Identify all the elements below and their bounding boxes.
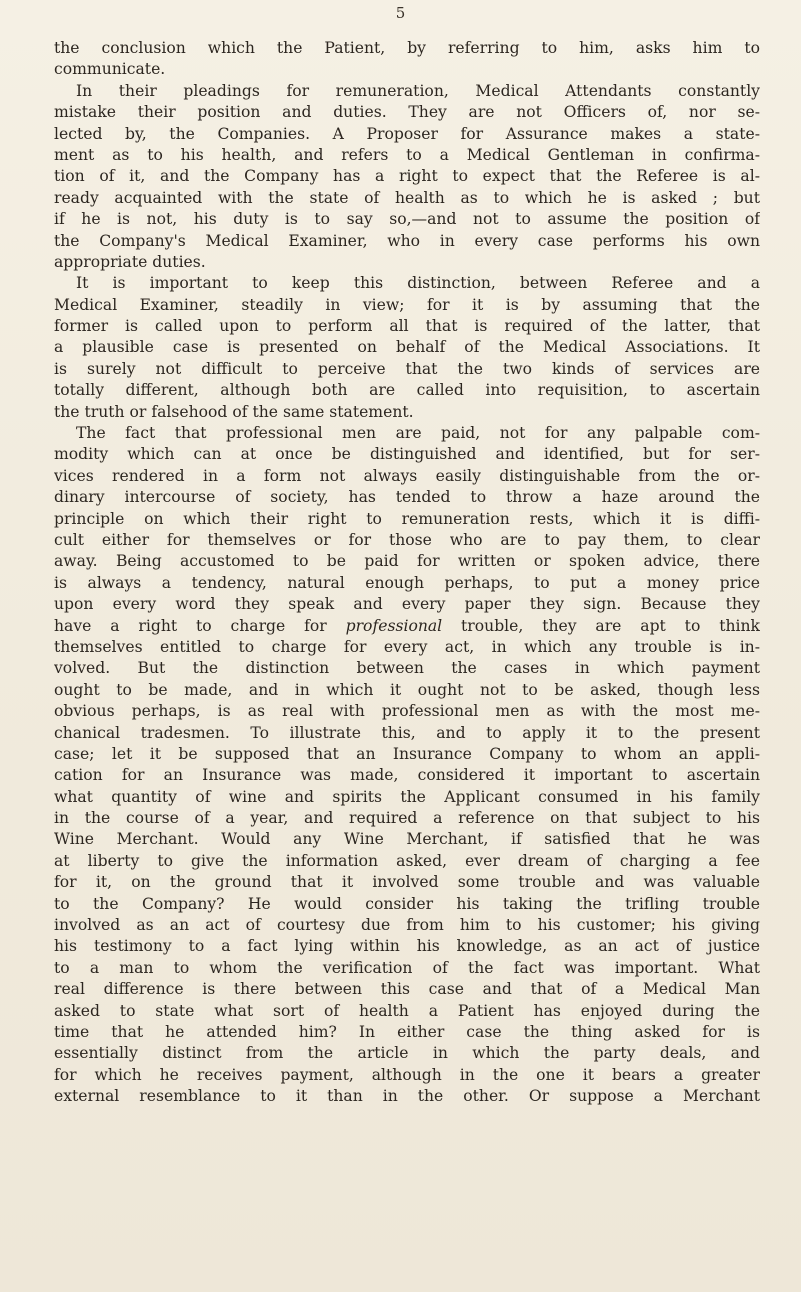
- text-line: dinary intercourse of society, has tended to throw a haze around the: [54, 488, 760, 507]
- text-line: ready acquainted with the state of health as to which he is asked ; but: [54, 188, 760, 207]
- text-line: In their pleadings for remuneration, Medical Attendants constantly: [76, 81, 760, 100]
- text-line: essentially distinct from the article in which the party deals, and: [54, 1044, 760, 1063]
- text-line: involved as an act of courtesy due from him to his customer; his giving: [54, 916, 760, 935]
- text-line: lected by, the Companies. A Proposer for Assurance makes a state-: [54, 124, 760, 143]
- text-line: chanical tradesmen. To illustrate this, and to apply it to the present: [54, 723, 760, 742]
- text-line: obvious perhaps, is as real with professional men as with the most me-: [54, 702, 760, 721]
- italic-word: professional: [345, 616, 443, 635]
- text-line: away. Being accustomed to be paid for written or spoken advice, there: [54, 552, 760, 571]
- text-line: themselves entitled to charge for every act, in which any trouble is in-: [54, 637, 760, 656]
- text-line: cation for an Insurance was made, considered it important to ascertain: [54, 766, 760, 785]
- text-line: ought to be made, and in which it ought not to be asked, though less: [54, 680, 760, 699]
- text-line: tion of it, and the Company has a right to expect that the Referee is al-: [54, 167, 760, 186]
- text-line: modity which can at once be distinguished and identified, but for ser-: [54, 445, 760, 464]
- text-line: external resemblance to it than in the other. Or suppose a Merchant: [54, 1087, 760, 1106]
- text-line: asked to state what sort of health a Patient has enjoyed during the: [54, 1001, 760, 1020]
- text-line: the truth or falsehood of the same statement.: [54, 402, 414, 421]
- text-line: Wine Merchant. Would any Wine Merchant, if satisfied that he was: [54, 830, 760, 849]
- text-line: at liberty to give the information asked, ever dream of charging a fee: [54, 851, 760, 870]
- text-line: case; let it be supposed that an Insurance Company to whom an appli-: [54, 744, 760, 763]
- text-line: former is called upon to perform all that is required of the latter, that: [54, 317, 760, 336]
- text-line: principle on which their right to remuneration rests, which it is diffi-: [54, 509, 760, 528]
- text-line: for it, on the ground that it involved some trouble and was valuable: [54, 873, 760, 892]
- text-line: to a man to whom the verification of the fact was important. What: [54, 958, 760, 977]
- text-line: communicate.: [54, 60, 166, 79]
- text-line: cult either for themselves or for those who are to pay them, to clear: [54, 530, 760, 549]
- text-line: the conclusion which the Patient, by referring to him, asks him to: [54, 39, 760, 57]
- text-line: mistake their position and duties. They are not Officers of, nor se-: [54, 103, 760, 122]
- page-number: 5: [395, 4, 406, 22]
- text-line: a plausible case is presented on behalf of the Medical Associations. It: [54, 338, 760, 357]
- text-line: to the Company? He would consider his taking the trifling trouble: [54, 894, 760, 913]
- text-line: time that he attended him? In either case the thing asked for is: [54, 1022, 760, 1041]
- text-line: is surely not difficult to perceive that the two kinds of services are: [54, 359, 760, 378]
- text-line: if he is not, his duty is to say so,—and not to assume the position of: [54, 210, 760, 229]
- text-line: Medical Examiner, steadily in view; for it is by assuming that the: [54, 295, 760, 314]
- text-line: totally different, although both are called into requisition, to ascertain: [54, 381, 760, 400]
- text-line: volved. But the distinction between the cases in which payment: [54, 659, 760, 678]
- text-line: The fact that professional men are paid, not for any palpable com-: [76, 424, 760, 443]
- text-line: in the course of a year, and required a reference on that subject to his: [54, 809, 760, 828]
- text-line: appropriate duties.: [54, 252, 206, 271]
- text-line: the Company's Medical Examiner, who in every case performs his own: [54, 231, 760, 250]
- text-line: upon every word they speak and every paper they sign. Because they: [54, 595, 760, 614]
- text-line: ment as to his health, and refers to a Medical Gentleman in confirma-: [54, 145, 760, 164]
- text-line: vices rendered in a form not always easily distinguishable from the or-: [54, 466, 760, 485]
- text-line: have a right to charge for professional trouble, they are apt to think: [54, 616, 760, 635]
- text-line: is always a tendency, natural enough perhaps, to put a money price: [54, 573, 760, 592]
- text-line: It is important to keep this distinction, between Referee and a: [76, 274, 760, 293]
- text-line: what quantity of wine and spirits the Applicant consumed in his family: [54, 787, 760, 806]
- body-text: [54, 38, 760, 1108]
- text-line: his testimony to a fact lying within his knowledge, as an act of justice: [54, 937, 760, 956]
- text-line: for which he receives payment, although in the one it bears a greater: [54, 1065, 760, 1084]
- text-line: real difference is there between this case and that of a Medical Man: [54, 980, 760, 999]
